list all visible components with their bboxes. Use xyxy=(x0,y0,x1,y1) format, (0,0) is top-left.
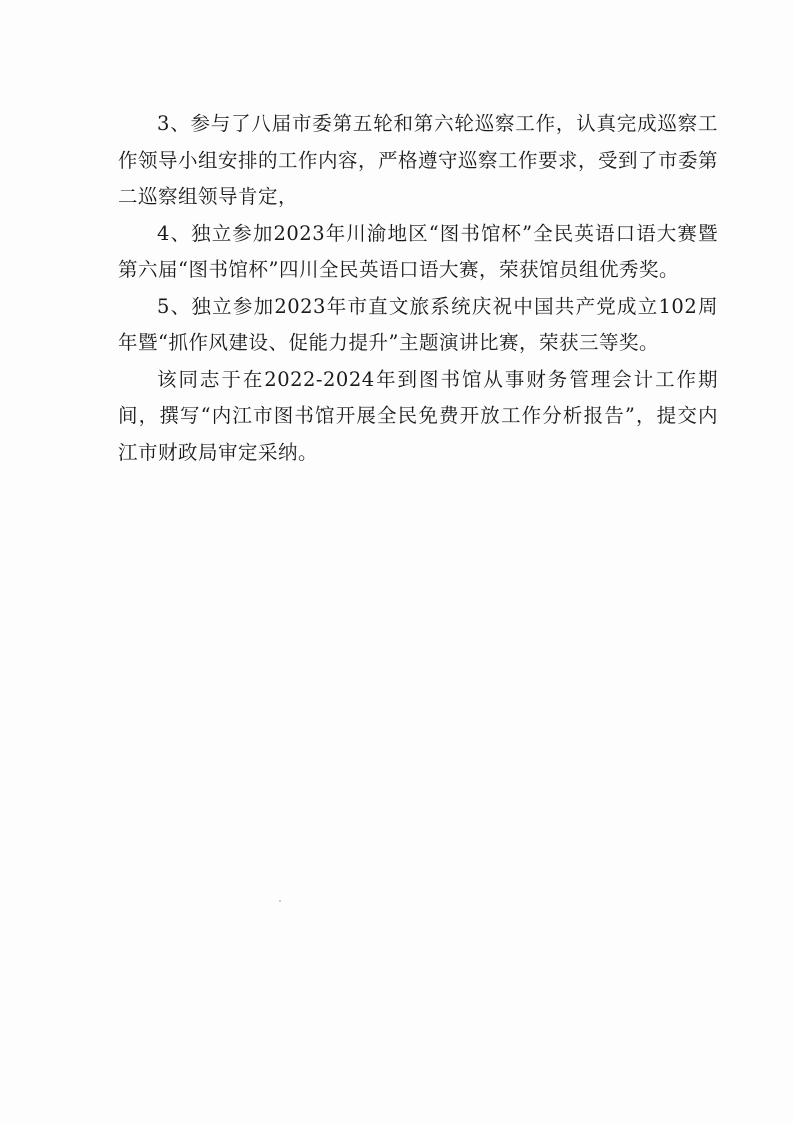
scan-speck xyxy=(279,900,281,902)
paragraph-item-5: 5、独立参加2023年市直文旅系统庆祝中国共产党成立102周年暨“抓作风建设、促能力提升”主题演讲比赛，荣获三等奖。 xyxy=(118,294,718,354)
paragraph-summary: 该同志于在2022-2024年到图书馆从事财务管理会计工作期间，撰写“内江市图书馆开展全民免费开放工作分析报告”，提交内江市财政局审定采纳。 xyxy=(118,367,718,464)
paragraph-item-3: 3、参与了八届市委第五轮和第六轮巡察工作，认真完成巡察工作领导小组安排的工作内容，严格遵守巡察工作要求，受到了市委第二巡察组领导肯定， xyxy=(118,112,719,208)
paragraph-item-4: 4、独立参加2023年川渝地区“图书馆杯”全民英语口语大赛暨第六届“图书馆杯”四川全民英语口语大赛，荣获馆员组优秀奖。 xyxy=(118,221,718,281)
document-body xyxy=(118,106,718,471)
